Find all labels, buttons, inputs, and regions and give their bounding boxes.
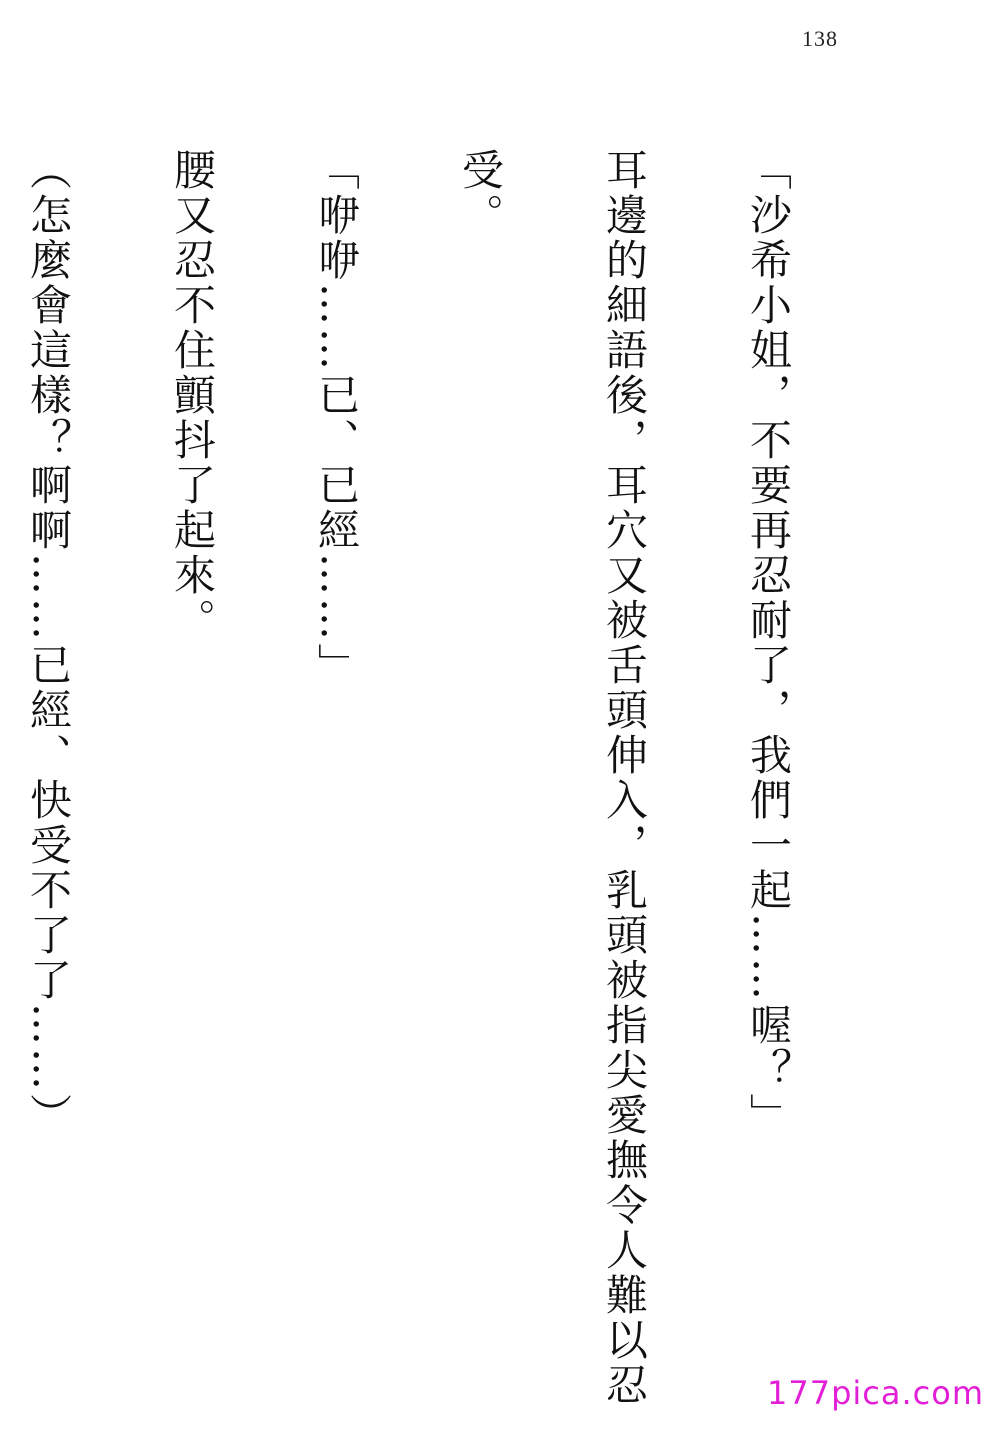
text-line: 「咿咿……已、已經……」	[312, 148, 361, 688]
text-line: （怎麼會這樣？啊啊……已經、快受不了了……）	[24, 148, 73, 1138]
text-line: 腰又忍不住顫抖了起來。	[168, 148, 217, 643]
vertical-text-block	[0, 148, 888, 1408]
text-line: 「沙希小姐，不要再忍耐了，我們一起……喔？」	[744, 148, 793, 1138]
text-line: 耳邊的細語後，耳穴又被舌頭伸入，乳頭被指尖愛撫令人難以忍	[600, 148, 649, 1408]
page-number: 138	[802, 26, 838, 51]
text-line: 受。	[456, 148, 505, 238]
site-watermark: 177pica.com	[767, 1374, 984, 1412]
